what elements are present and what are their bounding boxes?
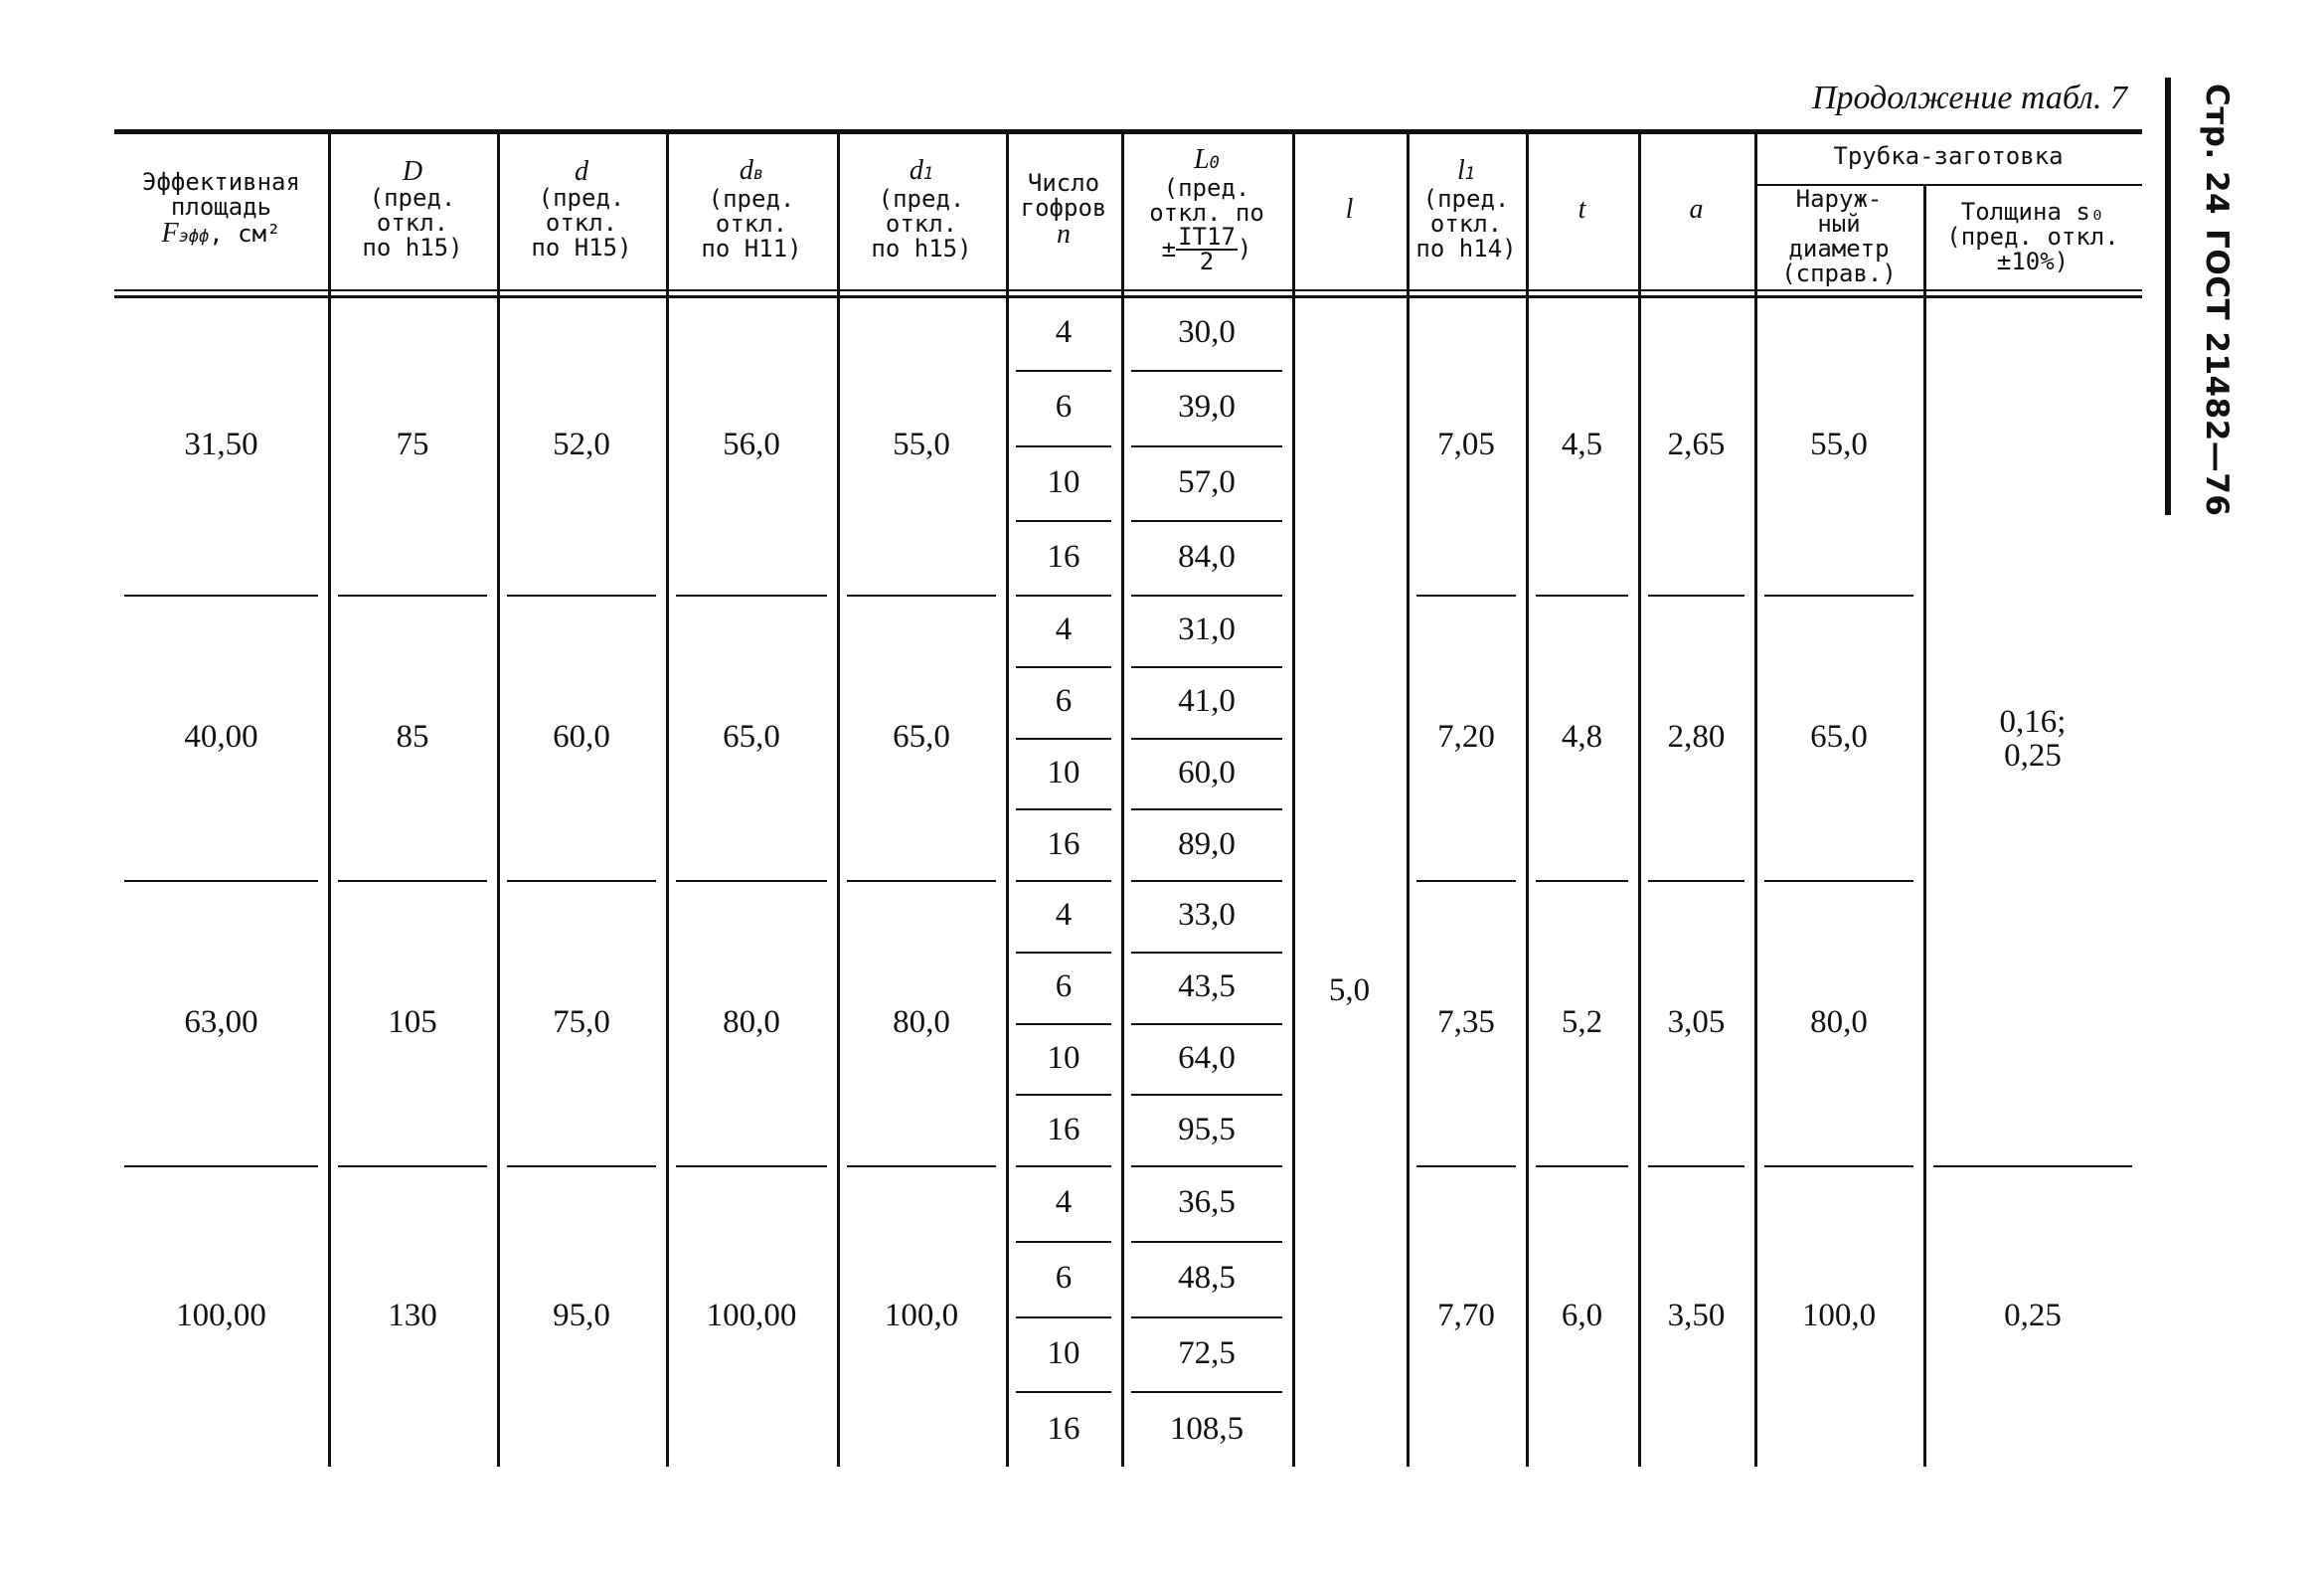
header-text: по H15) [531,234,632,262]
cell-a: 2,80 [1667,719,1726,755]
header-text: диаметр [1788,235,1890,263]
cell-d: 52,0 [553,427,610,462]
cell-l1: 7,35 [1437,1004,1495,1040]
header-subscript: 0 [1209,152,1220,173]
side-page-label [2165,78,2239,515]
cell-thickness: 0,25 [2004,1298,2062,1333]
cell-t: 6,0 [1561,1298,1603,1333]
header-symbol: t [1577,193,1586,225]
cell-L0: 30,0 [1178,314,1236,351]
cell-a: 2,65 [1667,427,1726,462]
cell-dv: 100,00 [706,1298,797,1333]
header-text: по H11) [701,235,802,263]
header-text: (пред. откл. [1946,222,2119,251]
header-D [328,129,497,289]
header-t [1526,129,1638,289]
cell-n: 4 [1055,897,1073,934]
cell-area: 31,50 [184,427,258,462]
cell-n: 10 [1047,754,1080,790]
header-text: Эффективная [142,167,300,196]
header-symbol: F [161,217,179,249]
header-text: площадь [170,192,272,221]
header-text: (пред. [538,184,625,212]
cell-n: 10 [1047,463,1080,500]
header-text: откл. [715,210,788,238]
header-text: ± [1161,234,1177,263]
cell-dv: 80,0 [723,1004,780,1040]
cell-L0: 108,5 [1169,1410,1245,1447]
cell-n: 16 [1047,825,1080,862]
cell-n: 16 [1047,1111,1080,1147]
thickness-value: 0,16; [1999,703,2067,740]
cell-d1: 100,0 [884,1298,959,1333]
header-symbol-line [403,158,422,186]
cell-d1: 55,0 [893,427,950,462]
cell-area: 100,00 [176,1298,266,1333]
cell-d: 95,0 [553,1298,610,1333]
header-l [1292,129,1407,289]
header-text: ) [1237,234,1252,263]
header-text: (справ.) [1781,260,1897,287]
header-a [1638,129,1754,289]
header-symbol: d [739,155,753,186]
table-caption: Продолжение табл. 7 [1811,80,2127,116]
header-d [497,129,666,289]
cell-L0: 43,5 [1178,968,1236,1005]
cell-L0: 64,0 [1178,1039,1236,1076]
cell-n: 16 [1047,538,1080,575]
cell-outer: 100,0 [1801,1298,1877,1333]
header-symbol-line [910,157,933,187]
cell-a: 3,05 [1667,1004,1726,1040]
header-symbol-line [1457,157,1475,187]
side-rule [2165,78,2171,515]
cell-area: 63,00 [184,1004,258,1040]
header-unit: , см² [209,219,281,248]
header-d1 [837,129,1006,289]
header-text: (пред. [1422,185,1510,213]
cell-L0: 31,0 [1178,612,1236,648]
cell-a: 3,50 [1667,1298,1726,1333]
header-text: ±10%) [1996,247,2070,275]
cell-outer: 65,0 [1810,719,1868,755]
header-text: откл. [376,209,449,237]
header-text: откл. [545,209,618,237]
header-area [114,129,328,289]
cell-L0: 84,0 [1178,538,1236,575]
cell-d: 75,0 [553,1004,610,1040]
header-text: откл. [885,210,958,238]
cell-L0: 60,0 [1178,754,1236,790]
cell-d1: 65,0 [893,719,950,755]
header-text: Наруж- [1795,185,1883,213]
header-symbol: d [909,155,923,186]
header-tube-group [1754,129,2142,184]
header-dv [666,129,837,289]
cell-D: 85 [396,719,429,755]
header-symbol: l [1345,193,1354,225]
header-symbol: a [1689,193,1704,225]
cell-l1: 7,05 [1437,427,1495,462]
cell-L0: 72,5 [1178,1334,1236,1371]
header-n [1006,129,1121,289]
cell-L0: 36,5 [1178,1184,1236,1221]
cell-l: 5,0 [1328,971,1371,1008]
cell-outer: 80,0 [1810,1004,1868,1040]
cell-t: 4,8 [1561,719,1603,755]
fraction-denominator: 2 [1199,247,1215,275]
header-fraction [1176,222,1238,275]
header-text: по h14) [1415,235,1517,263]
cell-L0: 89,0 [1178,825,1236,862]
cell-dv: 65,0 [723,719,780,755]
header-subscript: эфф [178,226,210,247]
header-fraction-line [1161,222,1252,275]
cell-L0: 33,0 [1178,897,1236,934]
header-text: откл. [1429,210,1503,238]
cell-t: 5,2 [1561,1004,1603,1040]
header-text: Трубка-заготовка [1833,142,2064,170]
header-text: (пред. [878,185,965,213]
header-symbol-line [740,157,763,187]
header-text: гофров [1020,193,1107,222]
cell-n: 6 [1055,389,1073,426]
cell-L0: 57,0 [1178,463,1236,500]
cell-n: 16 [1047,1410,1080,1447]
header-text: Число [1027,168,1100,197]
cell-d: 60,0 [553,719,610,755]
header-tube-thickness [1923,184,2142,289]
thickness-value: 0,25 [2004,737,2062,774]
cell-n: 6 [1055,968,1073,1005]
header-text: откл. по [1149,198,1264,227]
header-tube-outer [1754,184,1923,289]
header-symbol: l [1456,155,1465,186]
cell-n: 10 [1047,1334,1080,1371]
cell-L0: 95,5 [1178,1111,1236,1147]
header-L0 [1121,129,1292,289]
cell-d1: 80,0 [893,1004,950,1040]
cell-outer: 55,0 [1810,427,1868,462]
header-rule [114,289,2142,291]
cell-n: 4 [1055,612,1073,648]
header-symbol-line [575,158,588,186]
cell-dv: 56,0 [723,427,780,462]
cell-n: 6 [1055,1260,1073,1297]
cell-thickness [1923,295,2142,1173]
cell-L0: 39,0 [1178,389,1236,426]
header-symbol: d [575,156,588,187]
header-text: Толщина s₀ [1960,197,2105,226]
cell-D: 130 [388,1298,437,1333]
cell-l1: 7,20 [1437,719,1495,755]
standard-number: ГОСТ 21482—76 [2199,229,2235,517]
cell-D: 105 [388,1004,437,1040]
cell-n: 4 [1055,1184,1073,1221]
header-symbol-line [1194,143,1220,176]
cell-D: 75 [396,427,429,462]
header-subscript: 1 [1464,164,1476,184]
header-subscript: 1 [922,164,934,184]
header-text [161,217,281,250]
cell-n: 6 [1055,683,1073,720]
header-subscript: в [752,164,764,184]
cell-t: 4,5 [1561,427,1603,462]
header-l1 [1407,129,1526,289]
header-text: (пред. [369,184,456,212]
header-symbol: D [402,156,423,187]
header-text: по h15) [871,235,972,263]
header-symbol: L [1194,143,1210,175]
fraction-numerator: IT17 [1178,222,1236,251]
cell-n: 10 [1047,1039,1080,1076]
cell-area: 40,00 [184,719,258,755]
header-text: (пред. [708,185,795,213]
cell-L0: 48,5 [1178,1260,1236,1297]
cell-L0: 41,0 [1178,683,1236,720]
page-number: Стр. 24 [2199,84,2235,216]
header-text: (пред. [1163,173,1250,202]
cell-n: 4 [1055,314,1073,351]
header-text: по h15) [362,234,463,262]
cell-l1: 7,70 [1437,1298,1495,1333]
header-text: ный [1817,210,1861,238]
header-symbol: n [1057,218,1071,250]
